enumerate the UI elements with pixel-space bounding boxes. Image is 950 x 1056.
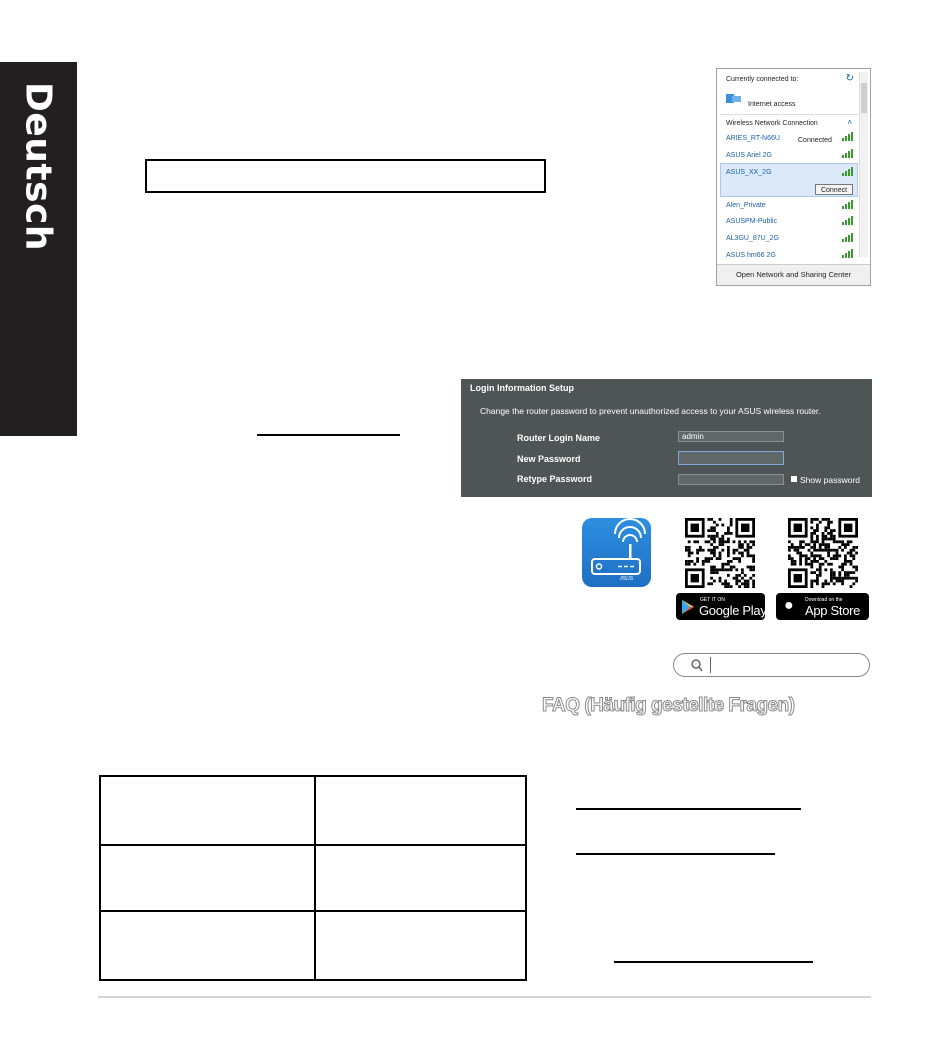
link-underline[interactable] bbox=[257, 434, 400, 436]
language-tab-label: Deutsch bbox=[17, 82, 59, 252]
signal-icon bbox=[842, 217, 852, 225]
table-column-divider bbox=[314, 777, 316, 979]
app-store-small-text: Download on the bbox=[805, 597, 843, 603]
signal-icon bbox=[842, 150, 852, 158]
google-play-badge[interactable] bbox=[676, 593, 765, 620]
wifi-section-label: Wireless Network Connection bbox=[726, 120, 818, 127]
link-underline[interactable] bbox=[614, 961, 813, 963]
wifi-item-name[interactable]: ASUS_XX_2G bbox=[726, 169, 772, 176]
wifi-item-name[interactable]: ASUSPM-Public bbox=[726, 218, 777, 225]
login-setup-description: Change the router password to prevent unauthorized access to your ASUS wireless router. bbox=[480, 406, 821, 416]
login-setup-title: Login Information Setup bbox=[470, 383, 574, 393]
google-play-big-text: Google Play bbox=[699, 603, 767, 618]
wifi-item-name[interactable]: AL3GU_87U_2G bbox=[726, 235, 779, 242]
google-play-small-text: GET IT ON bbox=[700, 597, 725, 603]
apple-icon: ● bbox=[784, 597, 794, 614]
new-password-label: New Password bbox=[517, 454, 581, 464]
search-cursor bbox=[710, 657, 711, 673]
retype-password-label: Retype Password bbox=[517, 474, 593, 484]
google-play-qr-code bbox=[685, 518, 755, 588]
faq-heading: FAQ (Häufig gestellte Fragen) bbox=[542, 695, 795, 716]
internet-access-label: Internet access bbox=[748, 101, 796, 108]
wifi-scrollbar-thumb[interactable] bbox=[861, 83, 867, 113]
signal-icon bbox=[842, 133, 852, 141]
router-login-name-label: Router Login Name bbox=[517, 433, 601, 443]
wifi-network-panel bbox=[716, 68, 871, 286]
router-login-name-field[interactable]: admin bbox=[678, 431, 784, 442]
retype-password-field[interactable] bbox=[678, 474, 784, 485]
show-password-checkbox[interactable] bbox=[791, 476, 797, 482]
signal-icon bbox=[842, 168, 852, 176]
search-icon bbox=[691, 659, 703, 672]
table-row-divider bbox=[101, 844, 525, 846]
show-password-label: Show password bbox=[800, 475, 861, 485]
app-store-badge[interactable] bbox=[776, 593, 869, 620]
table-row-divider bbox=[101, 910, 525, 912]
refresh-icon[interactable]: ↻ bbox=[845, 73, 854, 84]
wifi-item-name[interactable]: Alen_Private bbox=[726, 202, 766, 209]
empty-table bbox=[99, 775, 527, 981]
wifi-item-name[interactable]: ASUS hm66 2G bbox=[726, 252, 776, 259]
new-password-field[interactable] bbox=[678, 451, 784, 465]
search-input[interactable] bbox=[673, 653, 870, 677]
connect-button[interactable]: Connect bbox=[815, 184, 853, 195]
app-store-big-text: App Store bbox=[805, 603, 861, 618]
signal-icon bbox=[842, 250, 852, 258]
wifi-item-status: Connected bbox=[798, 137, 832, 144]
link-underline[interactable] bbox=[576, 853, 775, 855]
wifi-divider bbox=[720, 114, 858, 115]
signal-icon bbox=[842, 234, 852, 242]
collapse-icon[interactable]: ˄ bbox=[847, 118, 852, 127]
wifi-item-name[interactable]: ARIES_RT-N66U bbox=[726, 135, 780, 142]
network-icon bbox=[726, 93, 742, 105]
wifi-header: Currently connected to: bbox=[726, 76, 799, 83]
signal-icon bbox=[842, 201, 852, 209]
app-store-qr-code bbox=[788, 518, 858, 588]
open-network-center-link[interactable]: Open Network and Sharing Center bbox=[717, 264, 870, 285]
google-play-icon bbox=[682, 600, 694, 614]
asus-router-app-icon bbox=[582, 518, 651, 587]
blank-text-box bbox=[145, 159, 546, 193]
footer-divider bbox=[98, 996, 871, 998]
link-underline[interactable] bbox=[576, 808, 801, 810]
language-tab bbox=[0, 62, 77, 436]
login-setup-panel bbox=[461, 379, 872, 497]
asus-logo: /ISUS bbox=[620, 576, 634, 582]
router-icon bbox=[582, 518, 651, 587]
wifi-item-name[interactable]: ASUS Ariel 2G bbox=[726, 152, 772, 159]
